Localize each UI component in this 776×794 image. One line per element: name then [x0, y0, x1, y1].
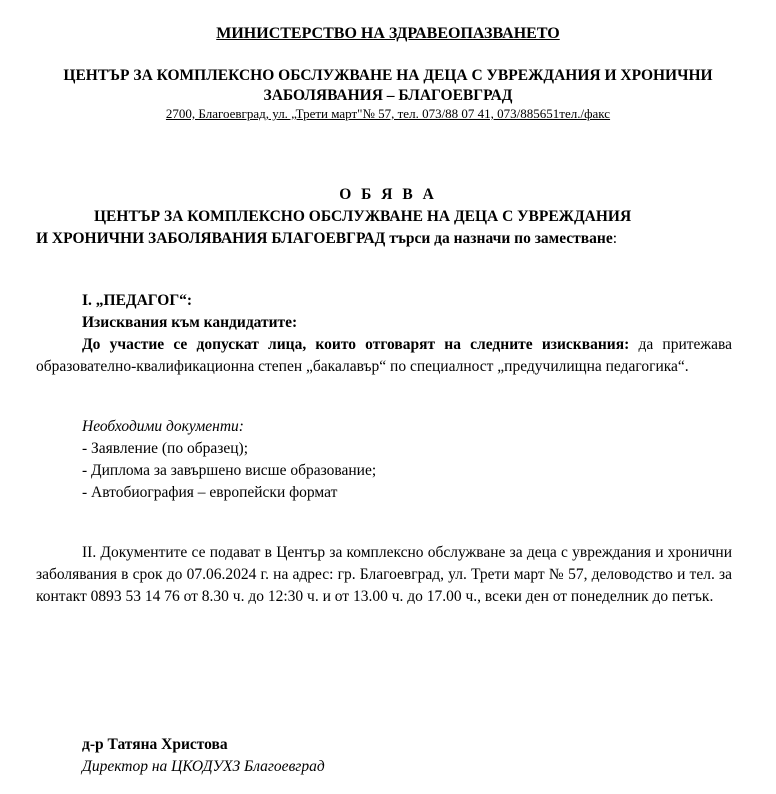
ministry-title: МИНИСТЕРСТВО НА ЗДРАВЕОПАЗВАНЕТО — [216, 25, 560, 42]
requirements-text: да притежава образователно-квалификационна степен „бакалавър“ по специалност „предучилищна педагогика“. — [36, 336, 733, 375]
section1-heading: I. „ПЕДАГОГ“: — [82, 292, 193, 309]
documents-list — [82, 416, 732, 504]
center-name — [30, 66, 746, 106]
announcement-line1: ЦЕНТЪР ЗА КОМПЛЕКСНО ОБСЛУЖВАНЕ НА ДЕЦА С УВРЕЖДАНИЯ — [94, 208, 632, 225]
center-name-line1: ЦЕНТЪР ЗА КОМПЛЕКСНО ОБСЛУЖВАНЕ НА ДЕЦА С УВРЕЖДАНИЯ И ХРОНИЧНИ — [63, 67, 713, 84]
documents-item: - Заявление (по образец); — [82, 440, 248, 457]
center-address: 2700, Благоевград, ул. „Трети март"№ 57, тел. 073/88 07 41, 073/885651тел./факс — [165, 106, 611, 121]
signature-block — [82, 734, 582, 778]
announcement-line2: И ХРОНИЧНИ ЗАБОЛЯВАНИЯ БЛАГОЕВГРАД търси да назначи по заместване — [36, 230, 613, 247]
announcement-title: О Б Я В А — [339, 186, 437, 203]
signatory-position: Директор на ЦКОДУХЗ Благоевград — [82, 758, 325, 775]
section-teacher — [36, 290, 732, 378]
requirements-paragraph — [36, 334, 732, 378]
requirements-heading: Изисквания към кандидатите: — [82, 314, 298, 331]
documents-item: - Диплома за завършено висше образование; — [82, 462, 377, 479]
requirements-lead: До участие се допускат лица, които отговарят на следните изисквания: — [82, 336, 630, 353]
announcement-body — [36, 206, 732, 250]
submission-paragraph: II. Документите се подават в Център за комплексно обслужване за деца с увреждания и хронични заболявания в срок до 07.06.2024 г. на адрес: гр. Благоевград, ул. Трети март № 57, деловодство и тел. за контакт 0893 53 14 76 от 8.30 ч. до 12:30 ч. и от 13.00 ч. до 17.00 ч., всеки ден от понеделник до петък. — [36, 544, 732, 605]
announcement-line2-tail: : — [612, 230, 618, 247]
documents-heading: Необходими документи: — [82, 418, 244, 435]
section-submission — [36, 542, 732, 608]
signatory-name: д-р Татяна Христова — [82, 736, 228, 753]
documents-item: - Автобиография – европейски формат — [82, 484, 338, 501]
center-name-line2: ЗАБОЛЯВАНИЯ – БЛАГОЕВГРАД — [263, 87, 513, 104]
